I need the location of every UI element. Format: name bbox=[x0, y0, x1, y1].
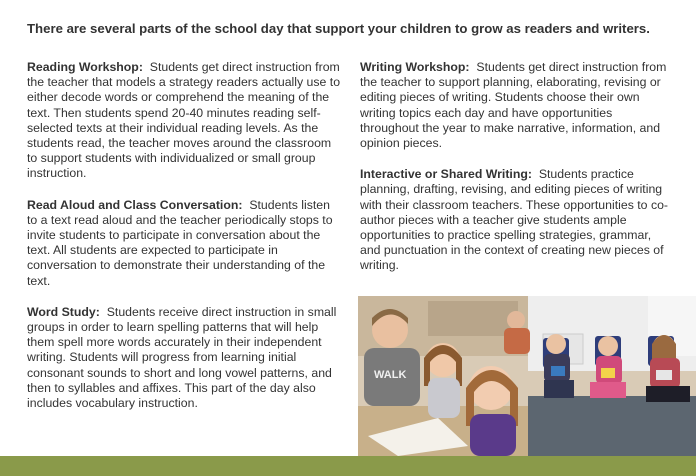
reading-workshop-body: Students get direct instruction from the teacher that models a strategy readers actually use to either decode words or comprehend the meaning of the text. Then students spend 20-40 minutes reading self-selected texts at their individual reading levels. As the students read, the teacher moves around the classroom to support students with individualized or small group instruction. bbox=[27, 60, 341, 181]
interactive-writing-heading: Interactive or Shared Writing: bbox=[360, 167, 532, 182]
read-aloud-heading: Read Aloud and Class Conversation: bbox=[27, 197, 243, 212]
read-aloud-paragraph bbox=[27, 198, 342, 289]
word-study-heading: Word Study: bbox=[27, 304, 100, 319]
writing-workshop-heading: Writing Workshop: bbox=[360, 60, 470, 74]
intro-heading: There are several parts of the school day that support your children to grow as readers and writers. bbox=[27, 21, 650, 36]
reading-workshop-heading: Reading Workshop: bbox=[27, 60, 143, 74]
word-study-paragraph bbox=[27, 305, 342, 411]
classroom-photo bbox=[358, 296, 696, 456]
footer-bar bbox=[0, 456, 696, 476]
interactive-writing-body: Students practice planning, drafting, revising, and editing pieces of writing with their classroom teachers. These opportunities to co-author pieces with a teacher give students ample opportunities to practice spelling strategies, grammar, and punctuation in the context of creating new pieces of writing. bbox=[360, 167, 669, 273]
reading-workshop-paragraph bbox=[27, 60, 342, 182]
interactive-writing-paragraph bbox=[360, 167, 672, 273]
writing-workshop-body: Students get direct instruction from the teacher to support planning, elaborating, revising or editing pieces of writing. Students choose their own writing topics each day and have opportunities throughout the year to make narrative, information, and opinion pieces. bbox=[360, 60, 667, 151]
shirt-text: WALK bbox=[374, 369, 407, 381]
writing-workshop-paragraph bbox=[360, 60, 672, 151]
classroom-photo-illustration bbox=[358, 296, 696, 456]
read-aloud-body: Students listen to a text read aloud and the teacher periodically stops to invite students to participate in conversation about the text. All students are expected to participate in conversation to demonstrate their understanding of the text. bbox=[27, 197, 333, 288]
left-column bbox=[27, 60, 342, 427]
right-column bbox=[360, 60, 672, 290]
word-study-body: Students receive direct instruction in small groups in order to learn spelling patterns that will help them spell more words accurately in their independent writing. Students will progress from learning initial consonant sounds to short and long vowel patterns, and then to syllables and affixes. This part of the day also includes vocabulary instruction. bbox=[27, 304, 337, 411]
